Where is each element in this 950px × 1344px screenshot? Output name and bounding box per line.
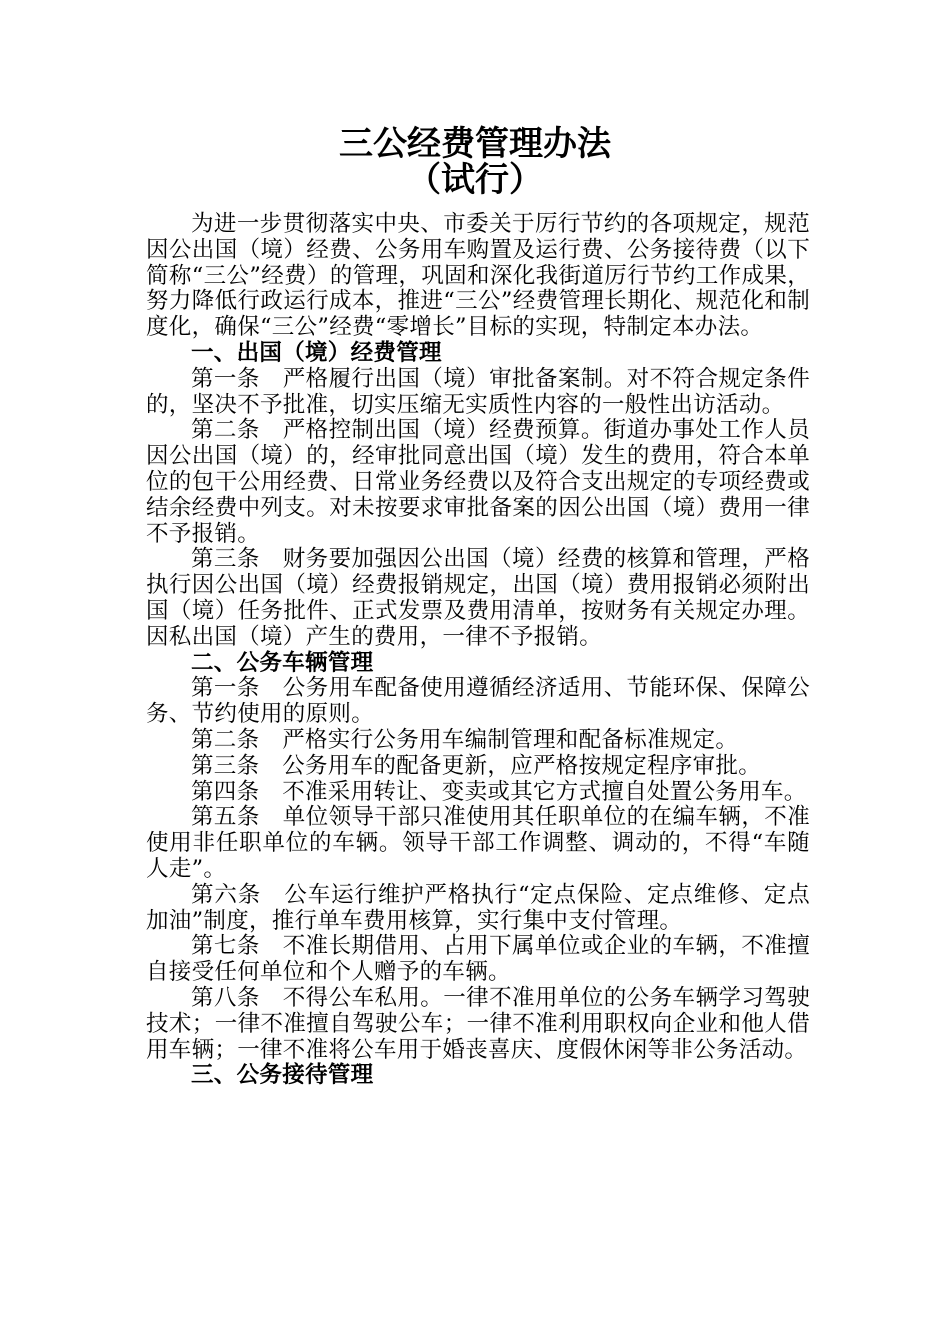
body-paragraph: 为进一步贯彻落实中央、市委关于厉行节约的各项规定，规范因公出国（境）经费、公务用车购置及运行费、公务接待费（以下简称“三公”经费）的管理，巩固和深化我街道厉行节约工作成果，努力降低行政运行成本，推进“三公”经费管理长期化、规范化和制度化，确保“三公”经费“零增长”目标的实现，特制定本办法。 bbox=[146, 211, 810, 341]
body-paragraph: 第一条 公务用车配备使用遵循经济适用、节能环保、保障公务、节约使用的原则。 bbox=[146, 675, 810, 728]
body-paragraph: 第三条 财务要加强因公出国（境）经费的核算和管理，严格执行因公出国（境）经费报销规定，出国（境）费用报销必须附出国（境）任务批件、正式发票及费用清单，按财务有关规定办理。因私出国（境）产生的费用，一律不予报销。 bbox=[146, 546, 810, 650]
section-heading: 三、公务接待管理 bbox=[191, 1062, 374, 1089]
body-paragraph: 第五条 单位领导干部只准使用其任职单位的在编车辆，不准使用非任职单位的车辆。领导干部工作调整、调动的，不得“车随人走”。 bbox=[146, 804, 810, 882]
section-heading: 二、公务车辆管理 bbox=[191, 649, 374, 676]
document-body bbox=[146, 212, 810, 1089]
document-subtitle: （试行） bbox=[407, 160, 543, 200]
body-paragraph: 第一条 严格履行出国（境）审批备案制。对不符合规定条件的，坚决不予批准，切实压缩无实质性内容的一般性出访活动。 bbox=[146, 365, 810, 418]
body-paragraph: 第七条 不准长期借用、占用下属单位或企业的车辆，不准擅自接受任何单位和个人赠予的车辆。 bbox=[146, 933, 810, 986]
body-paragraph: 第三条 公务用车的配备更新，应严格按规定程序审批。 bbox=[191, 752, 762, 779]
body-paragraph: 第二条 严格实行公务用车编制管理和配备标准规定。 bbox=[191, 726, 739, 753]
body-paragraph: 第六条 公车运行维护严格执行“定点保险、定点维修、定点加油”制度，推行单车费用核算，实行集中支付管理。 bbox=[146, 881, 810, 934]
document-title: 三公经费管理办法 bbox=[339, 124, 611, 164]
body-paragraph: 第二条 严格控制出国（境）经费预算。街道办事处工作人员因公出国（境）的，经审批同意出国（境）发生的费用，符合本单位的包干公用经费、日常业务经费以及符合支出规定的专项经费或结余经费中列支。对未按要求审批备案的因公出国（境）费用一律不予报销。 bbox=[146, 417, 810, 547]
body-paragraph: 第四条 不准采用转让、变卖或其它方式擅自处置公务用车。 bbox=[191, 778, 807, 805]
section-heading: 一、出国（境）经费管理 bbox=[191, 339, 442, 366]
body-paragraph: 第八条 不得公车私用。一律不准用单位的公务车辆学习驾驶技术；一律不准擅自驾驶公车；一律不准利用职权向企业和他人借用车辆；一律不准将公车用于婚丧喜庆、度假休闲等非公务活动。 bbox=[146, 984, 810, 1063]
